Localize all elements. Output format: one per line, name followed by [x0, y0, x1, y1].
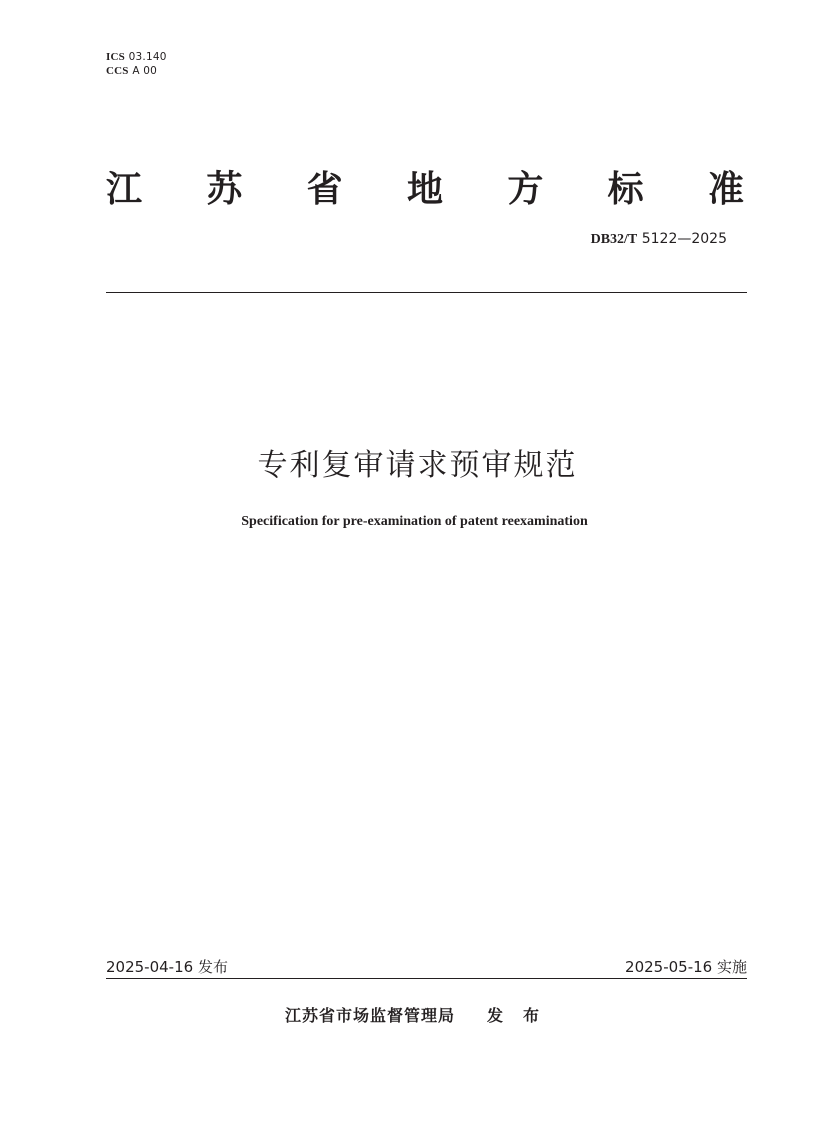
document-title-english: Specification for pre-examination of patent reexamination	[241, 514, 588, 529]
issuing-authority: 江苏省市场监督管理局	[285, 1006, 456, 1025]
standard-serial: 5122—2025	[641, 231, 727, 247]
ccs-label: CCS	[106, 65, 129, 77]
ccs-code-line	[106, 64, 167, 78]
category-char: 苏	[206, 168, 243, 210]
date-row	[106, 957, 747, 977]
category-char: 江	[106, 168, 143, 210]
category-char: 准	[707, 168, 744, 210]
implementation-date: 2025-05-16 实施	[625, 958, 747, 976]
standard-category-heading	[106, 156, 744, 216]
category-char: 标	[607, 168, 644, 210]
issuer-line	[285, 1003, 559, 1026]
header-divider	[106, 292, 747, 293]
footer-divider	[106, 978, 747, 979]
ics-label: ICS	[106, 51, 125, 63]
category-char: 方	[507, 168, 544, 210]
classification-codes	[106, 50, 167, 78]
category-char: 省	[306, 168, 343, 210]
release-date: 2025-04-16 发布	[106, 958, 228, 976]
category-char: 地	[406, 168, 443, 210]
standard-number	[591, 231, 727, 248]
standard-prefix: DB32/T	[590, 232, 638, 247]
issue-action: 发布	[487, 1006, 560, 1025]
ics-code-line	[106, 50, 167, 64]
ics-value: 03.140	[128, 51, 167, 63]
ccs-value: A 00	[132, 65, 157, 77]
document-title-chinese: 专利复审请求预审规范	[257, 448, 578, 483]
